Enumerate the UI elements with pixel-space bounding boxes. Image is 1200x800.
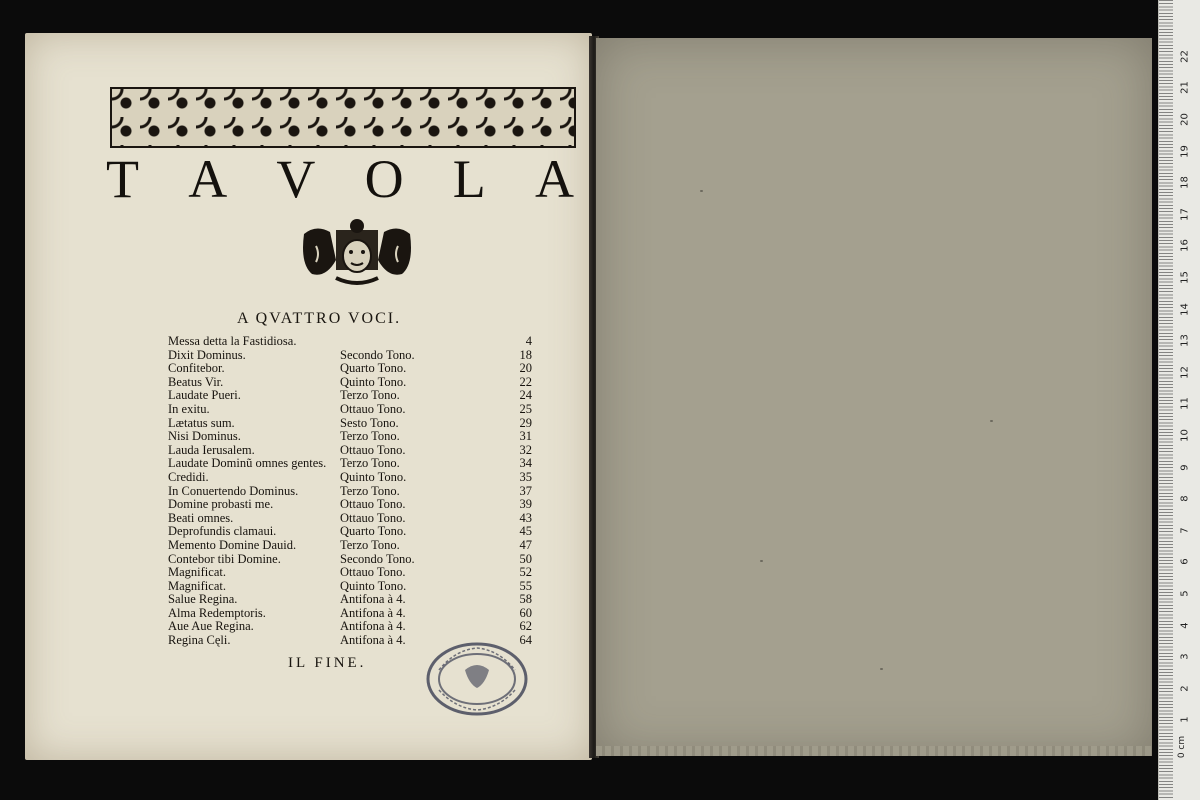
ruler-number: 14	[1179, 302, 1191, 316]
entry-page: 39	[519, 497, 532, 512]
toc-row	[168, 349, 538, 363]
entry-page: 37	[519, 483, 532, 498]
toc-row	[168, 403, 538, 417]
entry-page: 60	[519, 605, 532, 620]
toc-row	[168, 376, 538, 390]
entry-page: 47	[519, 537, 532, 552]
measurement-ruler	[1158, 0, 1200, 800]
paper-fleck	[700, 190, 703, 192]
entry-tone: Antifona à 4.	[340, 592, 406, 607]
toc-row	[168, 525, 538, 539]
mask-ornament-icon	[296, 216, 418, 288]
entry-title: Beatus Vir.	[168, 374, 224, 389]
toc-row	[168, 553, 538, 567]
entry-page: 45	[519, 524, 532, 539]
ruler-number: 11	[1179, 397, 1191, 411]
entry-tone: Quinto Tono.	[340, 578, 407, 593]
ruler-number: 21	[1179, 81, 1191, 95]
entry-title: Messa detta la Fastidiosa.	[168, 334, 297, 348]
entry-page: 34	[519, 456, 532, 471]
ruler-ticks	[1159, 0, 1173, 800]
toc-row	[168, 362, 538, 376]
entry-page: 29	[519, 415, 532, 430]
entry-title: Magnificat.	[168, 565, 226, 580]
entry-page: 64	[519, 633, 532, 648]
entry-page: 20	[519, 361, 532, 376]
title-letter: T	[106, 149, 141, 209]
entry-page: 32	[519, 442, 532, 457]
entry-page: 62	[519, 619, 532, 634]
ruler-number: 18	[1179, 176, 1191, 190]
entry-tone: Terzo Tono.	[340, 429, 400, 444]
ruler-number: 3	[1179, 653, 1191, 660]
ruler-number: 19	[1179, 144, 1191, 158]
entry-title: Confitebor.	[168, 361, 225, 376]
toc-row	[168, 471, 538, 485]
title-letter: O	[364, 149, 406, 209]
entry-tone: Ottauo Tono.	[340, 565, 406, 580]
entry-page: 35	[519, 469, 532, 484]
ruler-number: 7	[1179, 527, 1191, 534]
ruler-number: 4	[1179, 621, 1191, 629]
ruler-number: 9	[1179, 463, 1191, 471]
entry-title: Laudate Pueri.	[168, 388, 241, 403]
ruler-number: 20	[1179, 113, 1191, 126]
entry-title: Salue Regina.	[168, 592, 238, 607]
entry-tone: Ottauo Tono.	[340, 497, 406, 512]
blank-leaf	[596, 38, 1152, 756]
entry-tone: Quinto Tono.	[340, 469, 407, 484]
toc-row	[168, 417, 538, 431]
paper-fleck	[990, 420, 993, 422]
entry-tone: Quarto Tono.	[340, 361, 407, 376]
toc-row	[168, 430, 538, 444]
entry-tone: Terzo Tono.	[340, 456, 400, 471]
ruler-number: 13	[1179, 334, 1191, 348]
entry-tone: Secondo Tono.	[340, 347, 415, 362]
entry-tone: Quarto Tono.	[340, 524, 407, 539]
ornamental-border	[110, 87, 576, 148]
entry-title: Domine probasti me.	[168, 497, 274, 512]
toc-row	[168, 580, 538, 594]
title-letter: V	[276, 149, 318, 209]
entry-title: Credidi.	[168, 469, 209, 484]
ruler-number: 8	[1179, 495, 1191, 502]
entry-title: Aue Aue Regina.	[168, 619, 254, 634]
entry-tone: Ottauo Tono.	[340, 401, 406, 416]
ruler-number: 16	[1179, 239, 1191, 253]
entry-title: Laudate Dominũ omnes gentes.	[168, 456, 327, 471]
entry-page: 43	[519, 510, 532, 525]
toc-row	[168, 593, 538, 607]
entry-page: 58	[519, 592, 532, 607]
entry-tone: Antifona à 4.	[340, 619, 406, 634]
ruler-number: 10	[1179, 429, 1191, 442]
toc-row	[168, 512, 538, 526]
entry-title: Nisi Dominus.	[168, 429, 241, 444]
entry-title: Lauda Ierusalem.	[168, 442, 255, 457]
paper-fleck	[880, 668, 883, 670]
entry-title: Magnificat.	[168, 578, 226, 593]
entry-page: 31	[519, 429, 532, 444]
table-of-contents	[168, 335, 538, 648]
toc-row	[168, 539, 538, 553]
toc-row	[168, 485, 538, 499]
toc-row	[168, 607, 538, 621]
entry-page: 4	[525, 334, 532, 348]
ruler-number: 12	[1179, 365, 1191, 379]
entry-tone: Quinto Tono.	[340, 374, 407, 389]
ruler-number: 6	[1179, 558, 1191, 566]
entry-title: Alma Redemptoris.	[168, 605, 266, 620]
entry-title: Deprofundis clamaui.	[168, 524, 277, 539]
entry-page: 25	[519, 401, 532, 416]
ruler-number: 1	[1179, 716, 1191, 724]
entry-tone: Terzo Tono.	[340, 388, 400, 403]
entry-page: 52	[519, 565, 532, 580]
title-letter: L	[452, 149, 488, 209]
entry-title: Beati omnes.	[168, 510, 234, 525]
ruler-number: 5	[1179, 590, 1191, 597]
entry-tone: Antifona à 4.	[340, 605, 406, 620]
toc-row	[168, 620, 538, 634]
entry-title: Dixit Dominus.	[168, 347, 246, 362]
entry-title: In Conuertendo Dominus.	[168, 483, 299, 498]
entry-tone: Antifona à 4.	[340, 633, 406, 648]
title-letter: A	[534, 149, 576, 209]
entry-tone: Sesto Tono.	[340, 415, 399, 430]
entry-tone: Ottauo Tono.	[340, 442, 406, 457]
end-text: IL FINE.	[288, 655, 367, 671]
entry-title: Regina Cęli.	[168, 633, 231, 648]
entry-page: 50	[519, 551, 532, 566]
entry-tone: Terzo Tono.	[340, 537, 400, 552]
ruler-number: 22	[1179, 49, 1191, 63]
entry-page: 24	[519, 388, 532, 403]
entry-title: Memento Domine Dauid.	[168, 537, 297, 552]
ruler-number: 17	[1179, 207, 1191, 221]
ruler-number: 2	[1179, 685, 1191, 692]
toc-row	[168, 335, 538, 349]
title-letter: A	[188, 149, 230, 209]
page-title	[106, 148, 576, 210]
entry-title: Lætatus sum.	[168, 415, 235, 430]
section-heading: A QVATTRO VOCI.	[237, 310, 402, 327]
entry-tone: Terzo Tono.	[340, 483, 400, 498]
paper-fleck	[760, 560, 763, 562]
toc-row	[168, 444, 538, 458]
toc-row	[168, 457, 538, 471]
ruler-unit-label: 0 cm	[1177, 735, 1188, 759]
toc-row	[168, 566, 538, 580]
ruler-number: 15	[1179, 271, 1191, 284]
library-stamp-icon	[425, 640, 529, 718]
entry-title: In exitu.	[168, 401, 210, 416]
toc-row	[168, 389, 538, 403]
entry-page: 18	[519, 347, 532, 362]
entry-tone: Secondo Tono.	[340, 551, 415, 566]
entry-page: 55	[519, 578, 532, 593]
entry-tone: Ottauo Tono.	[340, 510, 406, 525]
toc-row	[168, 498, 538, 512]
entry-page: 22	[519, 374, 532, 389]
entry-title: Contebor tibi Domine.	[168, 551, 281, 566]
